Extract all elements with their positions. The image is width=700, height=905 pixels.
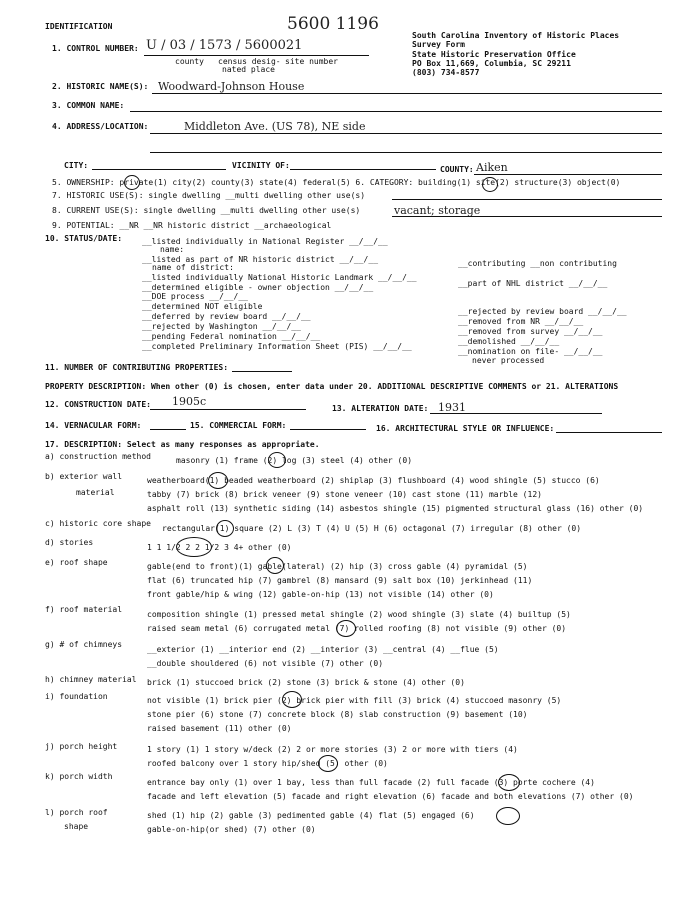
desc-g-row2: __double shouldered (6) not visible (7) other (0): [147, 659, 384, 668]
desc-e-row3: front gable/hip & wing (12) gable-on-hip (13) not visible (14) other (0): [147, 590, 494, 599]
status-4: __determined eligible - owner objection __/__/__: [142, 283, 374, 292]
status-r3: __removed from survey __/__/__: [458, 327, 603, 336]
desc-b-row1: weatherboard(1) beaded weatherboard (2) shiplap (3) flushboard (4) wood shingle (5) stucco (6): [147, 476, 600, 485]
style-label: 16. ARCHITECTURAL STYLE OR INFLUENCE:: [376, 424, 555, 433]
status-r5: __nomination on file- __/__/__: [458, 347, 603, 356]
vernacular-form-label: 14. VERNACULAR FORM:: [45, 421, 142, 430]
status-r2: __removed from NR __/__/__: [458, 317, 584, 326]
desc-d-label: d) stories: [45, 538, 94, 547]
agency-line-4: PO Box 11,669, Columbia, SC 29211: [412, 59, 571, 68]
desc-l-row1: shed (1) hip (2) gable (3) pedimented gable (4) flat (5) engaged (6): [147, 811, 475, 820]
current-use-value: vacant; storage: [394, 204, 481, 217]
control-sub-census: census desig-: [218, 57, 281, 66]
desc-c-label: c) historic core shape: [45, 519, 151, 528]
agency-line-3: State Historic Preservation Office: [412, 50, 576, 59]
status-3: __listed individually National Historic Landmark __/__/__: [142, 273, 417, 282]
status-label: 10. STATUS/DATE:: [45, 234, 123, 243]
control-sub-site: site number: [285, 57, 338, 66]
desc-a-row1: masonry (1) frame (2) log (3) steel (4) other (0): [176, 456, 413, 465]
desc-i-label: i) foundation: [45, 692, 108, 701]
desc-h-label: h) chimney material: [45, 675, 137, 684]
status-r4: __demolished __/__/__: [458, 337, 560, 346]
common-name-label: 3. COMMON NAME:: [52, 101, 125, 110]
desc-j-row1: 1 story (1) 1 story w/deck (2) 2 or more stories (3) 2 or more with tiers (4): [147, 745, 518, 754]
status-2b: name of district:: [152, 263, 234, 272]
status-r5b: never processed: [472, 356, 545, 365]
control-label: 1. CONTROL NUMBER:: [52, 44, 139, 53]
desc-k-label: k) porch width: [45, 772, 113, 781]
desc-b-row3: asphalt roll (13) synthetic siding (14) asbestos shingle (15) pigmented structural glass (16) other (0): [147, 504, 644, 513]
desc-i-row1: not visible (1) brick pier (2) brick pier with fill (3) brick (4) stuccoed masonry (5): [147, 696, 562, 705]
city-label: CITY:: [64, 161, 89, 170]
desc-e-row2: flat (6) truncated hip (7) gambrel (8) mansard (9) salt box (10) jerkinhead (11): [147, 576, 533, 585]
desc-c-row1: rectangular(1) square (2) L (3) T (4) U (5) H (6) octagonal (7) irregular (8) other (0): [162, 524, 582, 533]
historic-name-value: Woodward-Johnson House: [158, 80, 305, 93]
county-label: COUNTY:: [440, 165, 474, 174]
desc-j-row2: roofed balcony over 1 story hip/shed (5) other (0): [147, 759, 388, 768]
desc-l-row2: gable-on-hip(or shed) (7) other (0): [147, 825, 316, 834]
current-use-line: 8. CURRENT USE(S): single dwelling __multi dwelling other use(s): [52, 206, 361, 215]
desc-b-label2: material: [76, 488, 115, 497]
control-sub-county: county: [175, 57, 204, 66]
county-value: Aiken: [476, 161, 508, 174]
desc-b-label: b) exterior wall: [45, 472, 123, 481]
desc-l-label2: shape: [64, 822, 89, 831]
handwritten-number: 5600 1196: [287, 14, 379, 34]
status-9: __pending Federal nomination __/__/__: [142, 332, 321, 341]
desc-f-label: f) roof material: [45, 605, 123, 614]
desc-i-row2: stone pier (6) stone (7) concrete block (8) slab construction (9) basement (10): [147, 710, 528, 719]
control-value: U / 03 / 1573 / 5600021: [146, 38, 303, 53]
desc-e-label: e) roof shape: [45, 558, 108, 567]
agency-line-2: Survey Form: [412, 40, 465, 49]
status-3b: __part of NHL district __/__/__: [458, 279, 608, 288]
desc-g-label: g) # of chimneys: [45, 640, 123, 649]
status-6: __determined NOT eligible: [142, 302, 263, 311]
historic-name-label: 2. HISTORIC NAME(S):: [52, 82, 149, 91]
commercial-form-label: 15. COMMERCIAL FORM:: [190, 421, 287, 430]
desc-h-row1: brick (1) stuccoed brick (2) stone (3) brick & stone (4) other (0): [147, 678, 465, 687]
desc-g-row1: __exterior (1) __interior end (2) __interior (3) __central (4) __flue (5): [147, 645, 499, 654]
alteration-date-label: 13. ALTERATION DATE:: [332, 404, 429, 413]
desc-k-row2: facade and left elevation (5) facade and right elevation (6) facade and both elevations (7) other (0): [147, 792, 634, 801]
desc-d-row1: 1 1 1/2 2 2 1/2 3 4+ other (0): [147, 543, 292, 552]
ownership-line: 5. OWNERSHIP: private(1) city(2) county(3) state(4) federal(5) 6. CATEGORY: building(1) site(2) structure(3) object(0): [52, 178, 621, 187]
status-2c: __contributing __non contributing: [458, 259, 617, 268]
desc-e-row1: gable(end to front)(1) gable(lateral) (2) hip (3) cross gable (4) pyramidal (5): [147, 562, 528, 571]
identification-heading: IDENTIFICATION: [45, 22, 113, 31]
status-5: __DOE process __/__/__: [142, 292, 248, 301]
desc-b-row2: tabby (7) brick (8) brick veneer (9) stone veneer (10) cast stone (11) marble (12): [147, 490, 542, 499]
desc-a-label: a) construction method: [45, 452, 151, 461]
historic-use-line: 7. HISTORIC USE(S): single dwelling __multi dwelling other use(s): [52, 191, 366, 200]
status-2: __listed as part of NR historic district __/__/__: [142, 255, 379, 264]
status-8: __rejected by Washington __/__/__: [142, 322, 301, 331]
status-1: __listed individually in National Register __/__/__: [142, 237, 388, 246]
address-label: 4. ADDRESS/LOCATION:: [52, 122, 149, 131]
agency-line-1: South Carolina Inventory of Historic Places: [412, 31, 620, 40]
status-10: __completed Preliminary Information Sheet (PIS) __/__/__: [142, 342, 412, 351]
desc-l-label: l) porch roof: [45, 808, 108, 817]
desc-f-row1: composition shingle (1) pressed metal shingle (2) wood shingle (3) slate (4) builtup (5): [147, 610, 571, 619]
potential-line: 9. POTENTIAL: __NR __NR historic district __archaeological: [52, 221, 332, 230]
alteration-date-value: 1931: [438, 401, 466, 414]
vicinity-label: VICINITY OF:: [232, 161, 290, 170]
construction-date-label: 12. CONSTRUCTION DATE:: [45, 400, 151, 409]
status-7: __deferred by review board __/__/__: [142, 312, 311, 321]
construction-date-value: 1905c: [172, 395, 207, 408]
desc-f-row2: raised seam metal (6) corrugated metal (7) rolled roofing (8) not visible (9) other (0): [147, 624, 567, 633]
description-heading: 17. DESCRIPTION: Select as many responses as appropriate.: [45, 440, 320, 449]
desc-j-label: j) porch height: [45, 742, 118, 751]
address-value: Middleton Ave. (US 78), NE side: [184, 120, 366, 133]
property-description: PROPERTY DESCRIPTION: When other (0) is chosen, enter data under 20. ADDITIONAL DESCRIPTIVE COMMENTS or 21. ALTERATIONS: [45, 382, 619, 391]
agency-line-5: (803) 734-8577: [412, 68, 480, 77]
status-r1: __rejected by review board __/__/__: [458, 307, 627, 316]
control-sub-census-b: nated place: [222, 65, 275, 74]
status-1b: name:: [160, 245, 185, 254]
contributing-label: 11. NUMBER OF CONTRIBUTING PROPERTIES:: [45, 363, 229, 372]
desc-i-row3: raised basement (11) other (0): [147, 724, 292, 733]
desc-k-row1: entrance bay only (1) over 1 bay, less than full facade (2) full facade (3) porte cochere (4): [147, 778, 595, 787]
